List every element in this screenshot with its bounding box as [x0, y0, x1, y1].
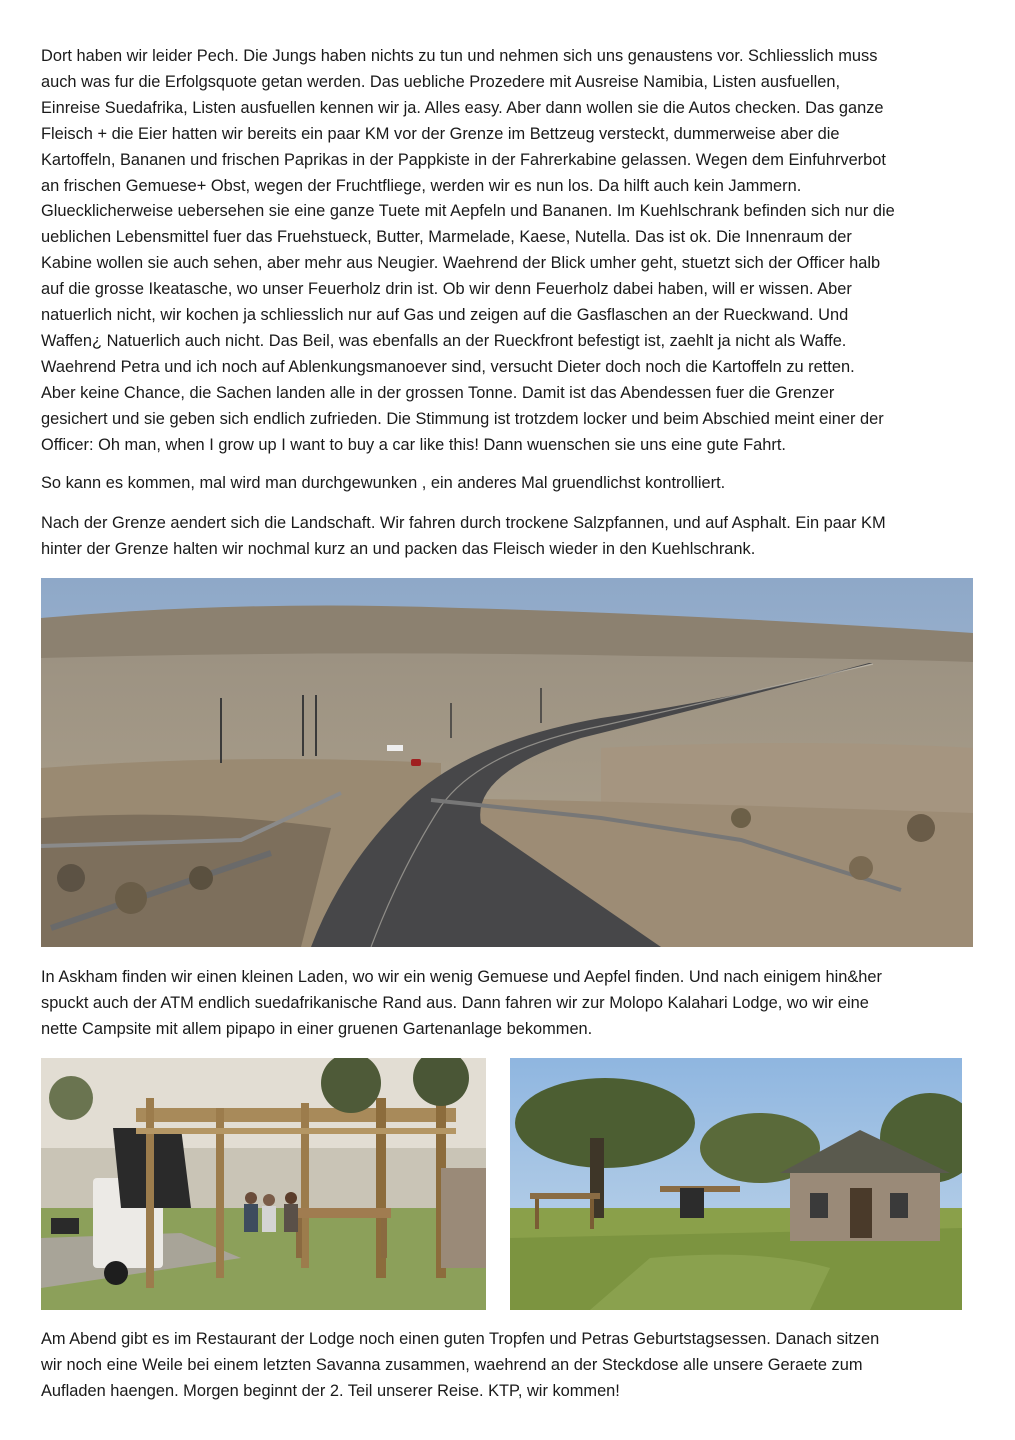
- paragraph-landscape: Nach der Grenze aendert sich die Landschaft. Wir fahren durch trockene Salzpfannen, und auf Asphalt. Ein paar KM hinter der Grenze halten wir nochmal kurz an und packen das Fleisch wieder in den Kuehlschrank.: [41, 514, 886, 558]
- paragraph-border-control: Dort haben wir leider Pech. Die Jungs haben nichts zu tun und nehmen sich uns genaustens vor. Schliesslich muss auch was fur die Erfolgsquote getan werden. Das uebliche Prozedere mit Ausreise Namibia, Listen ausfuellen, Einreise Suedafrika, Listen ausfuellen kennen wir ja. Alles easy. Aber dann wollen sie die Autos checken. Das ganze Fleisch + die Eier hatten wir bereits ein paar KM vor der Grenze im Bettzeug versteckt, dummerweise aber die Kartoffeln, Bananen und frischen Paprikas in der Pappkiste in der Fahrerkabine gelassen. Wegen dem Einfuhrverbot an frischen Gemuese+ Obst, wegen der Fruchtfliege, werden wir es nun los. Da hilft auch kein Jammern. Gluecklicherweise uebersehen sie eine ganze Tuete mit Aepfeln und Bananen. Im Kuehlschrank befinden sich nur die ueblichen Lebensmittel fuer das Fruehstueck, Butter, Marmelade, Kaese, Nutella. Das ist ok. Die Innenraum der Kabine wollen sie auch sehen, aber mehr aus Neugier. Waehrend der Blick umher geht, stuetzt sich der Officer halb auf die grosse Ikeatasche, wo unser Feuerholz drin ist. Ob wir denn Feuerholz dabei haben, will er wissen. Aber natuerlich nicht, wir kochen ja schliesslich nur auf Gas und zeigen auf die Gasflaschen an der Rueckwand. Und Waffen¿ Natuerlich auch nicht. Das Beil, was ebenfalls an der Rueckfront befestigt ist, zaehlt ja nicht als Waffe. Waehrend Petra und ich noch auf Ablenkungsmanoever sind, versucht Dieter doch noch die Kartoffeln zu retten. Aber keine Chance, die Sachen landen alle in der grossen Tonne. Damit ist das Abendessen fuer die Grenzer gesichert und sie geben sich endlich zufrieden. Die Stimmung ist trotzdem locker und beim Abschied meint einer der Officer: Oh man, when I grow up I want to buy a car like this! Dann wuenschen sie uns eine gute Fahrt.: [41, 47, 895, 454]
- paragraph-evening: Am Abend gibt es im Restaurant der Lodge noch einen guten Tropfen und Petras Geburtstagsessen. Danach sitzen wir noch eine Weile bei einem letzten Savanna zusammen, waehrend an der Steckdose alle unsere Geraete zum Aufladen haengen. Morgen beginnt der 2. Teil unserer Reise. KTP, wir kommen!: [41, 1330, 880, 1400]
- paragraph-summary: So kann es kommen, mal wird man durchgewunken , ein anderes Mal gruendlichst kontrolliert.: [41, 474, 726, 492]
- photo-campsite-shelter: [41, 1058, 486, 1310]
- paragraph-askham: In Askham finden wir einen kleinen Laden, wo wir ein wenig Gemuese und Aepfel finden. Und nach einigem hin&her spuckt auch der ATM endlich suedafrikanische Rand aus. Dann fahren wir zur Molopo Kalahari Lodge, wo wir eine nette Campsite mit allem pipapo in einer gruenen Gartenanlage bekommen.: [41, 968, 882, 1038]
- photo-road-salt-pan: [41, 578, 973, 947]
- photo-lodge-hut: [510, 1058, 962, 1310]
